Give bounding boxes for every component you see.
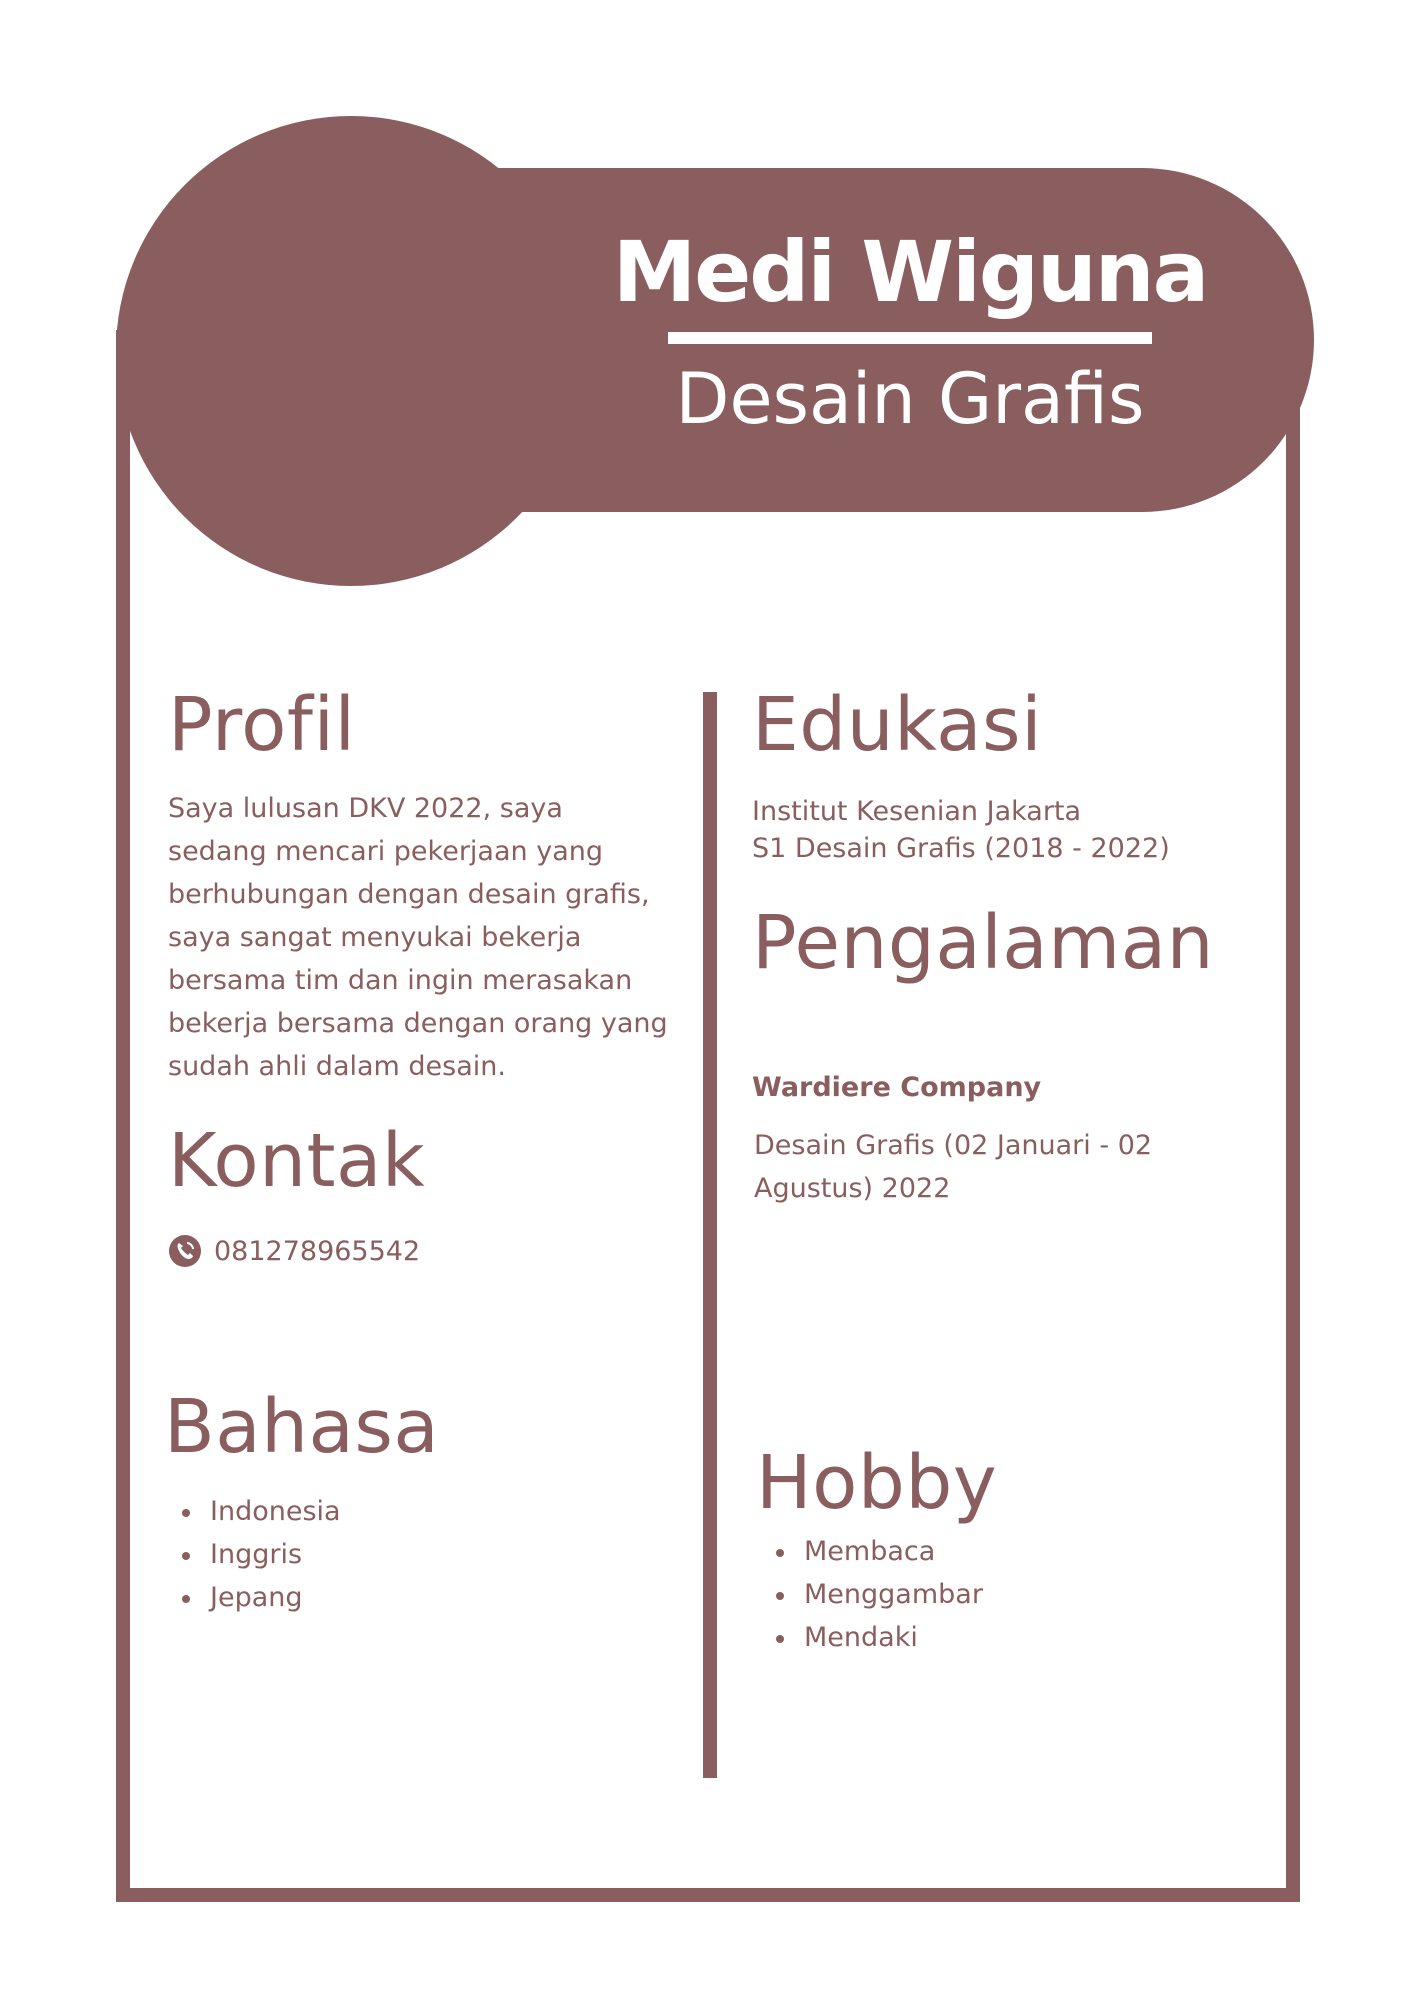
company-name: Wardiere Company <box>752 1072 1042 1103</box>
phone-icon <box>168 1234 202 1268</box>
edukasi-degree: S1 Desain Grafis (2018 - 2022) <box>752 833 1170 864</box>
profil-text: Saya lulusan DKV 2022, saya sedang mencari pekerjaan yang berhubungan dengan desain grafis, saya sangat menyukai bekerja bersama tim dan ingin merasakan bekerja bersama dengan orang yang sudah ahli dalam desain. <box>168 793 668 1082</box>
name-underline <box>668 332 1152 344</box>
list-item: Menggambar <box>770 1573 983 1616</box>
hobby-heading: Hobby <box>756 1440 998 1526</box>
edukasi-heading: Edukasi <box>752 682 1043 768</box>
column-divider <box>703 692 717 1778</box>
phone-number: 081278965542 <box>214 1235 421 1267</box>
name-title: Medi Wiguna <box>612 223 1208 321</box>
edukasi-institution: Institut Kesenian Jakarta <box>752 796 1082 827</box>
header <box>600 220 1220 440</box>
kontak-heading: Kontak <box>168 1118 426 1204</box>
position-text: Desain Grafis (02 Januari - 02 Agustus) 2022 <box>754 1130 1153 1204</box>
list-item: Jepang <box>176 1576 341 1619</box>
hobby-list <box>770 1530 983 1659</box>
list-item: Inggris <box>176 1533 341 1576</box>
bahasa-heading: Bahasa <box>164 1384 440 1470</box>
list-item: Membaca <box>770 1530 983 1573</box>
list-item: Mendaki <box>770 1616 983 1659</box>
phone-row <box>168 1234 420 1268</box>
pengalaman-heading: Pengalaman <box>752 900 1214 986</box>
list-item: Indonesia <box>176 1490 341 1533</box>
bahasa-list <box>176 1490 341 1619</box>
profil-heading: Profil <box>168 682 356 768</box>
role-title: Desain Grafis <box>675 358 1145 440</box>
